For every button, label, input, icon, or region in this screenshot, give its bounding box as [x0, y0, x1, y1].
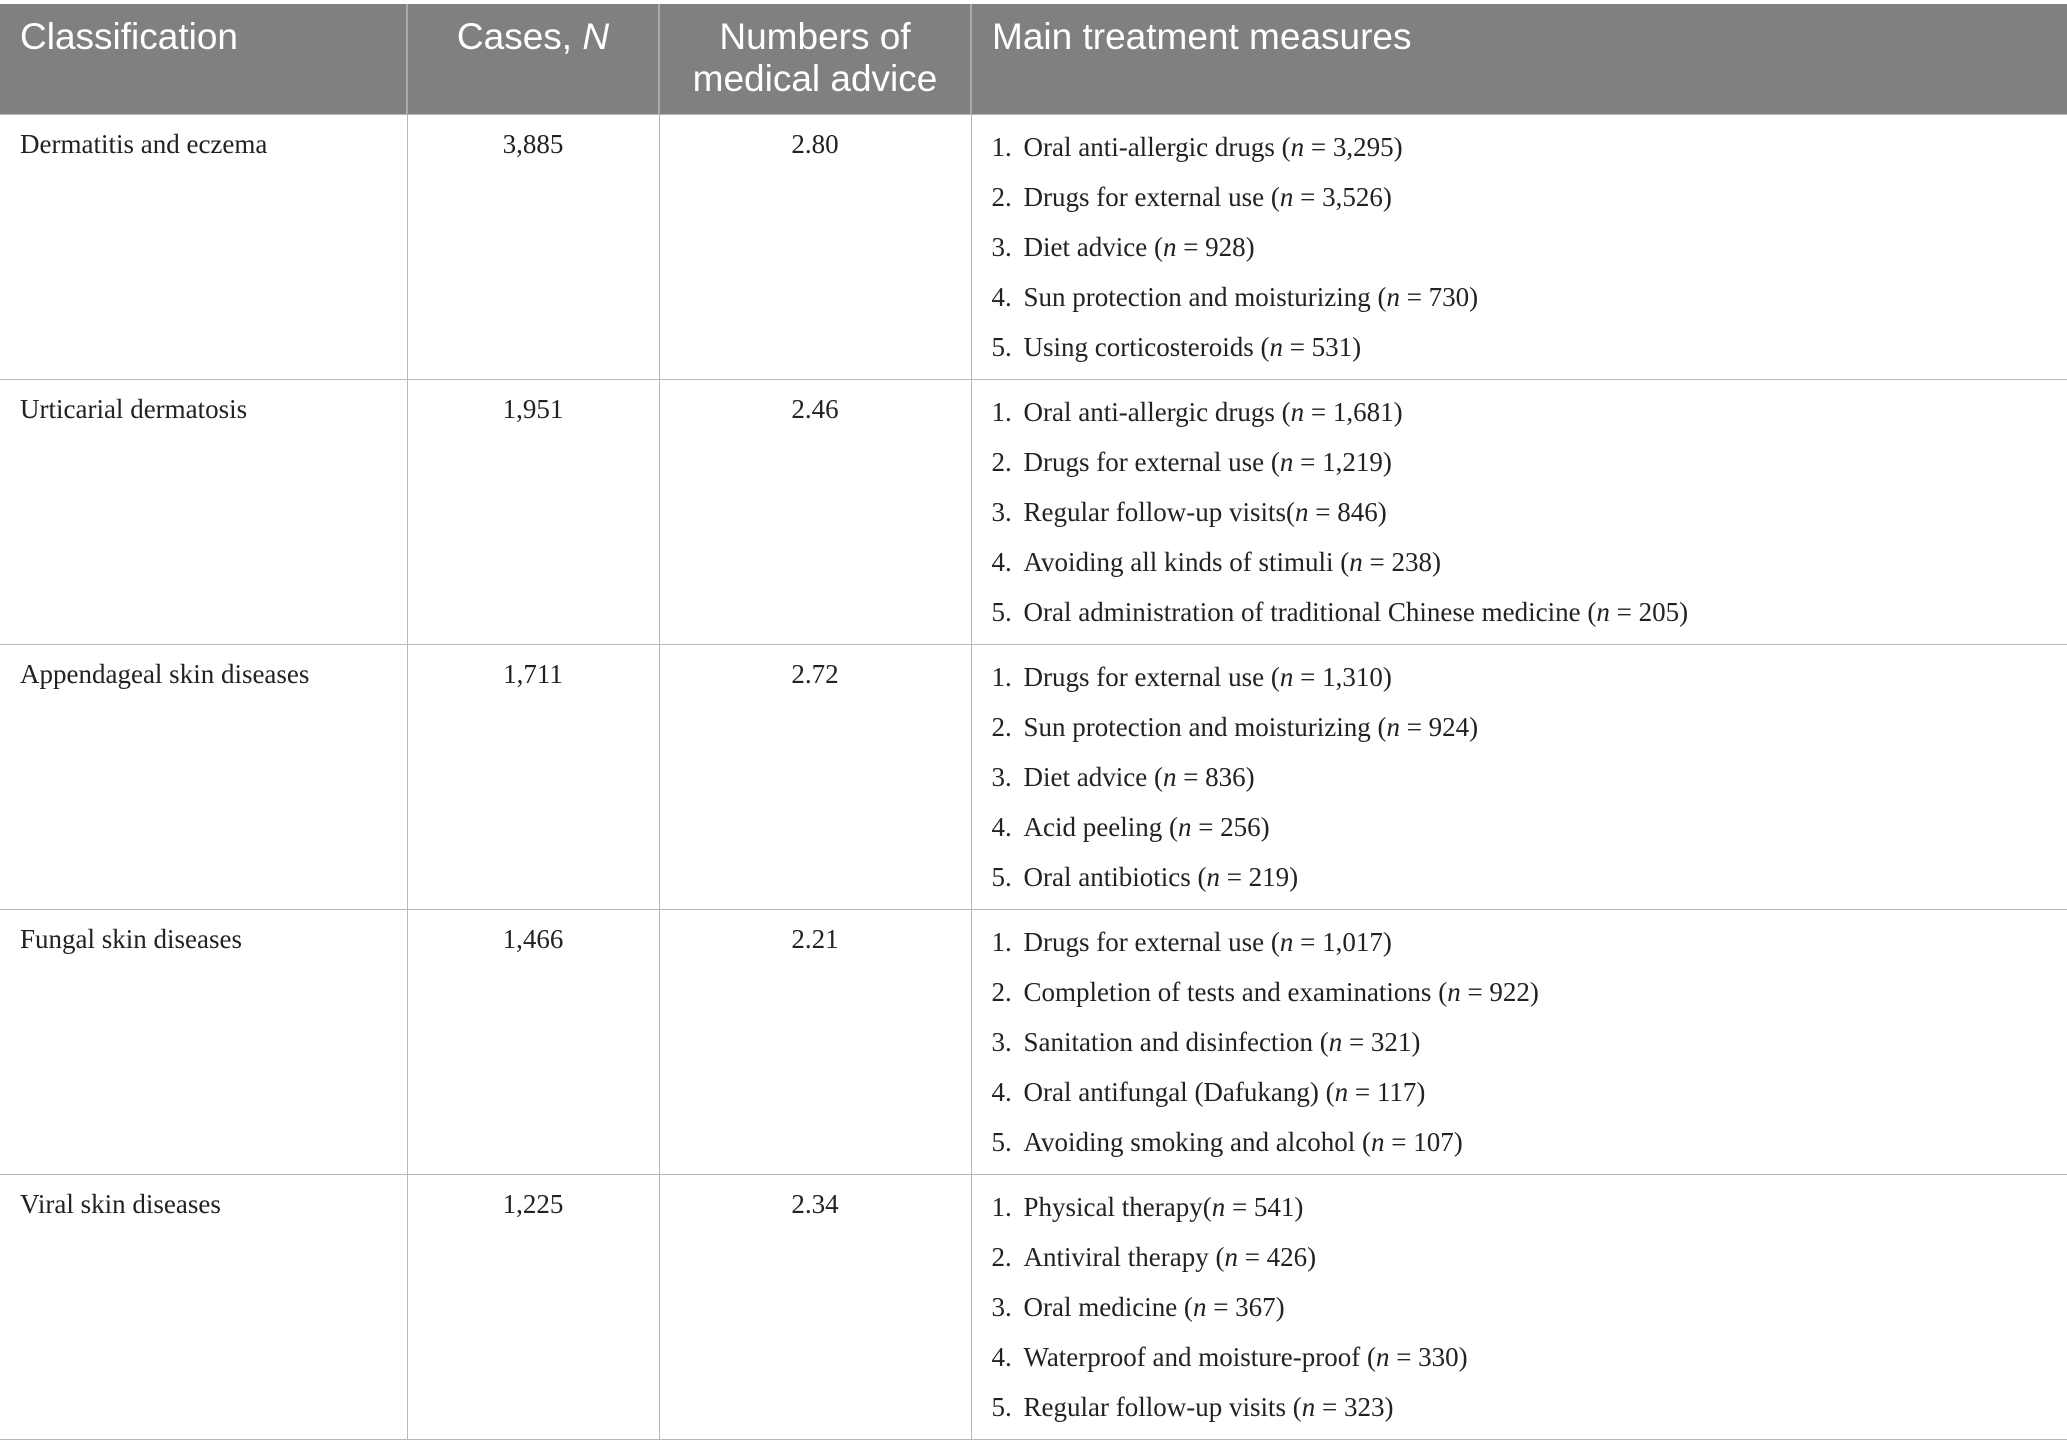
measure-label: Avoiding all kinds of stimuli ( — [1023, 546, 1350, 577]
measure-item — [992, 394, 2048, 444]
measure-index: 5. — [991, 1126, 1012, 1157]
measure-n-symbol: n — [1192, 1291, 1207, 1322]
measure-item — [992, 279, 2048, 329]
measure-label: Diet advice ( — [1023, 231, 1163, 262]
measure-label: Drugs for external use ( — [1023, 661, 1280, 692]
measure-index: 1. — [991, 396, 1012, 427]
measure-count: = 367) — [1206, 1291, 1285, 1322]
measure-n-symbol: n — [1211, 1191, 1226, 1222]
measure-item — [992, 1189, 2048, 1239]
measure-index: 2. — [991, 446, 1012, 477]
table-row — [0, 379, 2067, 644]
measure-n-symbol: n — [1375, 1341, 1390, 1372]
table-body — [0, 114, 2067, 1439]
header-treatment-measures: Main treatment measures — [971, 4, 2067, 114]
measure-item — [992, 129, 2048, 179]
measure-item — [992, 659, 2048, 709]
measure-index: 4. — [991, 811, 1012, 842]
cases-cell: 1,225 — [407, 1174, 659, 1439]
measure-n-symbol: n — [1349, 546, 1363, 577]
cases-cell: 1,466 — [407, 909, 659, 1174]
measures-list — [992, 659, 2048, 909]
measure-n-symbol: n — [1447, 976, 1461, 1007]
measure-count: = 730) — [1399, 281, 1479, 312]
measure-count: = 3,526) — [1293, 181, 1392, 212]
measure-count: = 922) — [1460, 976, 1539, 1007]
measure-item — [992, 974, 2048, 1024]
classification-cell: Fungal skin diseases — [0, 909, 407, 1174]
measure-item — [992, 809, 2048, 859]
measure-n-symbol: n — [1177, 811, 1192, 842]
measure-count: = 846) — [1308, 496, 1387, 527]
measures-list — [992, 1189, 2048, 1439]
measure-label: Physical therapy( — [1023, 1191, 1212, 1222]
measure-item — [992, 1389, 2048, 1439]
measure-count: = 323) — [1315, 1391, 1394, 1422]
measure-n-symbol: n — [1279, 446, 1294, 477]
advice-count-cell: 2.34 — [659, 1174, 971, 1439]
measure-index: 3. — [991, 231, 1012, 262]
measure-count: = 238) — [1362, 546, 1441, 577]
measure-count: = 928) — [1176, 231, 1255, 262]
measure-count: = 117) — [1348, 1076, 1426, 1107]
measure-label: Oral anti-allergic drugs ( — [1023, 131, 1291, 162]
measure-n-symbol: n — [1328, 1026, 1343, 1057]
measures-cell — [971, 379, 2067, 644]
cases-cell: 3,885 — [407, 114, 659, 379]
header-cases-text: Cases, — [456, 16, 583, 57]
measure-label: Drugs for external use ( — [1023, 181, 1280, 212]
measure-label: Regular follow-up visits( — [1023, 496, 1295, 527]
table-row — [0, 909, 2067, 1174]
measure-n-symbol: n — [1301, 1391, 1316, 1422]
measure-item — [992, 544, 2048, 594]
measure-item — [992, 1339, 2048, 1389]
measure-item — [992, 1289, 2048, 1339]
measure-index: 1. — [991, 926, 1012, 957]
measure-count: = 256) — [1191, 811, 1270, 842]
measure-item — [992, 709, 2048, 759]
classification-cell: Dermatitis and eczema — [0, 114, 407, 379]
measure-count: = 924) — [1399, 711, 1479, 742]
measure-index: 2. — [991, 711, 1012, 742]
measure-count: = 219) — [1219, 861, 1299, 892]
measures-list — [992, 129, 2048, 379]
measure-index: 4. — [991, 1341, 1012, 1372]
measure-n-symbol: n — [1386, 281, 1400, 312]
measure-item — [992, 859, 2048, 909]
measure-index: 1. — [991, 131, 1012, 162]
measure-item — [992, 329, 2048, 379]
measure-count: = 321) — [1342, 1026, 1421, 1057]
measure-n-symbol: n — [1294, 496, 1309, 527]
measure-n-symbol: n — [1290, 131, 1305, 162]
measure-index: 3. — [991, 496, 1012, 527]
measure-count: = 107) — [1384, 1126, 1463, 1157]
measure-count: = 1,681) — [1304, 396, 1403, 427]
measure-count: = 541) — [1225, 1191, 1304, 1222]
measure-item — [992, 924, 2048, 974]
measure-item — [992, 494, 2048, 544]
measure-n-symbol: n — [1279, 926, 1294, 957]
measure-label: Antiviral therapy ( — [1023, 1241, 1225, 1272]
measure-index: 3. — [991, 1291, 1012, 1322]
measure-n-symbol: n — [1162, 761, 1177, 792]
measure-n-symbol: n — [1279, 181, 1294, 212]
measure-index: 4. — [991, 1076, 1012, 1107]
table-row — [0, 1174, 2067, 1439]
measure-label: Acid peeling ( — [1023, 811, 1178, 842]
header-classification: Classification — [0, 4, 407, 114]
measure-index: 1. — [991, 661, 1012, 692]
measure-n-symbol: n — [1386, 711, 1400, 742]
measure-index: 3. — [991, 1026, 1012, 1057]
measure-n-symbol: n — [1224, 1241, 1238, 1272]
measure-index: 1. — [991, 1191, 1012, 1222]
measure-item — [992, 759, 2048, 809]
measure-label: Oral antifungal (Dafukang) ( — [1023, 1076, 1335, 1107]
measure-count: = 1,310) — [1293, 661, 1392, 692]
header-cases-italic: N — [582, 16, 610, 57]
measure-index: 5. — [991, 861, 1012, 892]
measure-label: Diet advice ( — [1023, 761, 1163, 792]
measure-count: = 3,295) — [1304, 131, 1403, 162]
measure-label: Oral administration of traditional Chinese medicine ( — [1023, 596, 1597, 627]
measure-item — [992, 594, 2048, 644]
measure-index: 2. — [991, 1241, 1012, 1272]
table-row — [0, 644, 2067, 909]
measure-label: Drugs for external use ( — [1023, 926, 1280, 957]
measure-n-symbol: n — [1334, 1076, 1349, 1107]
measure-label: Completion of tests and examinations ( — [1023, 976, 1448, 1007]
header-medical-advice — [659, 4, 971, 114]
measure-item — [992, 229, 2048, 279]
measure-item — [992, 1124, 2048, 1174]
measure-count: = 836) — [1176, 761, 1255, 792]
measure-n-symbol: n — [1370, 1126, 1385, 1157]
measure-count: = 330) — [1389, 1341, 1468, 1372]
measure-label: Oral antibiotics ( — [1023, 861, 1207, 892]
measure-index: 4. — [991, 281, 1012, 312]
measure-index: 3. — [991, 761, 1012, 792]
measure-n-symbol: n — [1279, 661, 1294, 692]
header-advice-line1: Numbers of — [719, 16, 911, 57]
measure-count: = 1,017) — [1293, 926, 1392, 957]
measure-label: Waterproof and moisture-proof ( — [1023, 1341, 1376, 1372]
measure-item — [992, 1074, 2048, 1124]
measure-count: = 531) — [1282, 331, 1362, 362]
measures-cell — [971, 644, 2067, 909]
treatment-table — [0, 4, 2067, 1440]
advice-count-cell: 2.72 — [659, 644, 971, 909]
measure-index: 2. — [991, 181, 1012, 212]
advice-count-cell: 2.80 — [659, 114, 971, 379]
measure-item — [992, 179, 2048, 229]
measure-label: Oral anti-allergic drugs ( — [1023, 396, 1291, 427]
measure-index: 5. — [991, 331, 1012, 362]
measure-index: 5. — [991, 1391, 1012, 1422]
measure-index: 4. — [991, 546, 1012, 577]
measure-label: Sanitation and disinfection ( — [1023, 1026, 1329, 1057]
advice-count-cell: 2.21 — [659, 909, 971, 1174]
advice-count-cell: 2.46 — [659, 379, 971, 644]
header-advice-line2: medical advice — [692, 58, 938, 99]
measure-label: Avoiding smoking and alcohol ( — [1023, 1126, 1371, 1157]
measure-n-symbol: n — [1162, 231, 1177, 262]
measures-cell — [971, 909, 2067, 1174]
measure-index: 2. — [991, 976, 1012, 1007]
measure-count: = 426) — [1237, 1241, 1317, 1272]
measure-index: 5. — [991, 596, 1012, 627]
measure-label: Oral medicine ( — [1023, 1291, 1193, 1322]
measures-cell — [971, 1174, 2067, 1439]
measure-label: Using corticosteroids ( — [1023, 331, 1270, 362]
measure-n-symbol: n — [1206, 861, 1220, 892]
cases-cell: 1,711 — [407, 644, 659, 909]
measures-list — [992, 394, 2048, 644]
measure-count: = 1,219) — [1293, 446, 1392, 477]
measures-list — [992, 924, 2048, 1174]
measure-label: Sun protection and moisturizing ( — [1023, 281, 1387, 312]
header-cases — [407, 4, 659, 114]
measure-count: = 205) — [1609, 596, 1689, 627]
classification-cell: Urticarial dermatosis — [0, 379, 407, 644]
table-row — [0, 114, 2067, 379]
measure-label: Regular follow-up visits ( — [1023, 1391, 1302, 1422]
measure-item — [992, 444, 2048, 494]
measure-item — [992, 1024, 2048, 1074]
measure-item — [992, 1239, 2048, 1289]
measure-n-symbol: n — [1596, 596, 1610, 627]
measure-label: Sun protection and moisturizing ( — [1023, 711, 1387, 742]
measure-n-symbol: n — [1290, 396, 1305, 427]
header-row — [0, 4, 2067, 114]
classification-cell: Viral skin diseases — [0, 1174, 407, 1439]
measure-n-symbol: n — [1269, 331, 1283, 362]
measures-cell — [971, 114, 2067, 379]
measure-label: Drugs for external use ( — [1023, 446, 1280, 477]
classification-cell: Appendageal skin diseases — [0, 644, 407, 909]
cases-cell: 1,951 — [407, 379, 659, 644]
